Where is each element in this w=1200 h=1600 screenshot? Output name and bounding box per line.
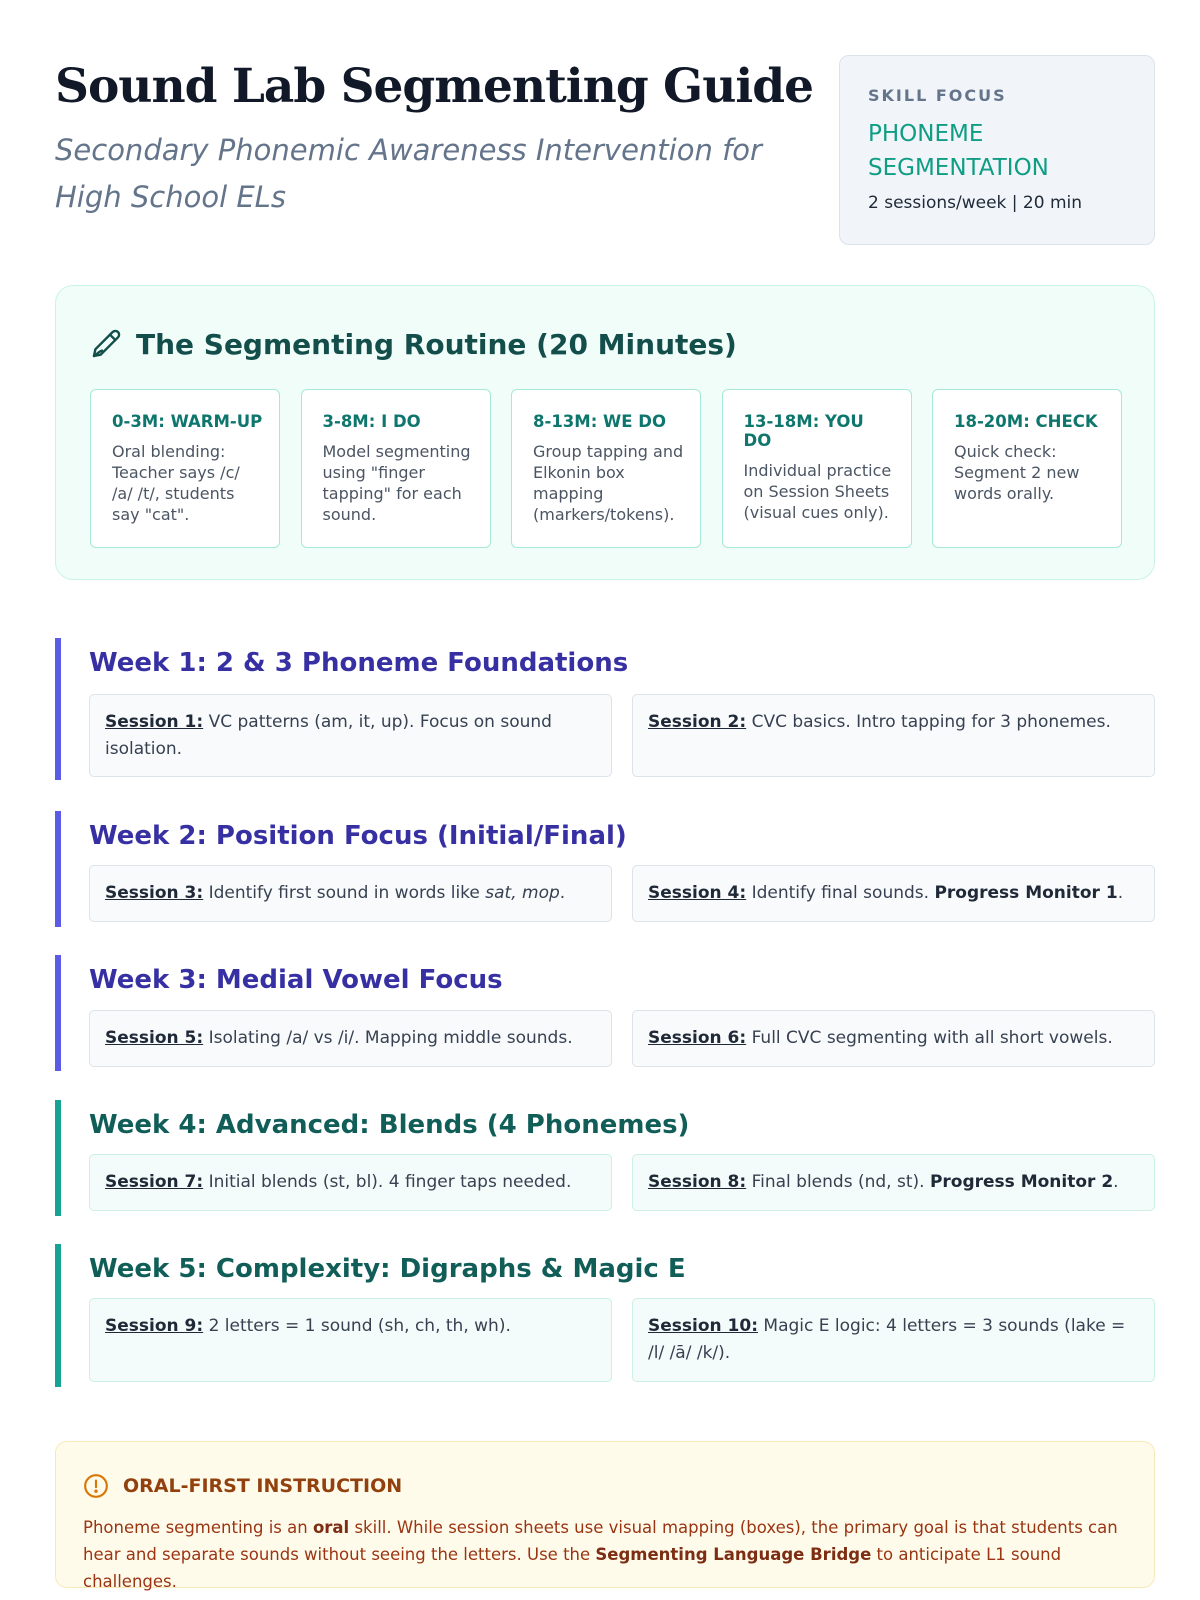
callout-title: ORAL-FIRST INSTRUCTION xyxy=(123,1475,403,1497)
routine-step-check xyxy=(932,389,1122,548)
session-number: Session 5: xyxy=(105,1028,204,1048)
session-text: Initial blends (st, bl). 4 finger taps needed. xyxy=(203,1172,572,1192)
skill-focus-value-line2: SEGMENTATION xyxy=(868,155,1049,181)
step-text: Oral blending: Teacher says /c/ /a/ /t/, students say "cat". xyxy=(112,442,240,524)
step-label: 3-8M: I DO xyxy=(322,412,421,431)
callout-bold-oral: oral xyxy=(312,1518,350,1537)
session-text: Final blends (nd, st). xyxy=(746,1172,930,1192)
session-text: 2 letters = 1 sound (sh, ch, th, wh). xyxy=(203,1316,511,1336)
session-number: Session 10: xyxy=(648,1316,758,1336)
week-2-section xyxy=(55,811,1155,927)
session-number: Session 3: xyxy=(105,883,204,903)
routine-header xyxy=(90,324,737,364)
session-number: Session 4: xyxy=(648,883,747,903)
week-3-section xyxy=(55,955,1155,1071)
progress-monitor-label: Progress Monitor 1 xyxy=(934,883,1118,903)
session-number: Session 8: xyxy=(648,1172,747,1192)
session-card-1 xyxy=(89,694,612,777)
session-number: Session 2: xyxy=(648,712,747,732)
session-card-2 xyxy=(632,694,1155,777)
routine-panel xyxy=(55,285,1155,580)
session-text-end: . xyxy=(1113,1172,1119,1192)
step-label: 13-18M: YOU DO xyxy=(743,412,864,450)
step-text: Quick check: Segment 2 new words orally. xyxy=(954,442,1080,503)
routine-step-i-do xyxy=(301,389,491,548)
skill-focus-label: SKILL FOCUS xyxy=(868,86,1007,105)
week-accent-bar xyxy=(55,811,61,927)
callout-text-a: Phoneme segmenting is an xyxy=(83,1518,313,1537)
session-card-10 xyxy=(632,1298,1155,1382)
header xyxy=(55,55,1155,245)
session-text: Isolating /a/ vs /i/. Mapping middle sounds. xyxy=(203,1028,573,1048)
week-accent-bar xyxy=(55,1100,61,1216)
session-text-end: . xyxy=(1117,883,1124,903)
page-subtitle: Secondary Phonemic Awareness Intervention for High School ELs xyxy=(55,133,762,214)
week-1-section xyxy=(55,638,1155,780)
routine-title: The Segmenting Routine (20 Minutes) xyxy=(136,327,737,361)
week-sessions xyxy=(89,1298,1155,1382)
week-title: Week 4: Advanced: Blends (4 Phonemes) xyxy=(89,1110,690,1140)
session-card-5 xyxy=(89,1010,612,1067)
oral-first-callout xyxy=(55,1441,1155,1591)
callout-text xyxy=(83,1514,1128,1595)
page-title: Sound Lab Segmenting Guide xyxy=(55,59,813,114)
session-text-end: . xyxy=(559,883,566,903)
session-number: Session 7: xyxy=(105,1172,204,1192)
session-number: Session 9: xyxy=(105,1316,204,1336)
session-text: VC patterns (am, it, up). Focus on sound isolation. xyxy=(105,712,552,759)
week-accent-bar xyxy=(55,955,61,1071)
week-sessions xyxy=(89,1010,1155,1067)
skill-focus-meta: 2 sessions/week | 20 min xyxy=(868,193,1083,213)
step-label: 0-3M: WARM-UP xyxy=(112,412,263,431)
step-text: Model segmenting using "finger tapping" for each sound. xyxy=(322,442,471,524)
week-sessions xyxy=(89,865,1155,922)
session-text: Identify first sound in words like xyxy=(203,883,486,903)
step-label: 8-13M: WE DO xyxy=(533,412,666,431)
callout-text-b: skill. While session sheets use visual mapping (boxes), the primary goal is that students can hear and separate sounds without seeing the letters. Use the xyxy=(83,1518,1118,1564)
session-card-9 xyxy=(89,1298,612,1382)
session-text: Full CVC segmenting with all short vowels. xyxy=(746,1028,1113,1048)
callout-bold-bridge: Segmenting Language Bridge xyxy=(595,1545,872,1564)
routine-step-warm-up xyxy=(90,389,280,548)
step-text: Group tapping and Elkonin box mapping (markers/tokens). xyxy=(533,442,684,524)
week-accent-bar xyxy=(55,1244,61,1387)
callout-header xyxy=(83,1472,1128,1500)
skill-focus-card xyxy=(839,55,1155,245)
step-label: 18-20M: CHECK xyxy=(954,412,1098,431)
session-card-4 xyxy=(632,865,1155,922)
routine-steps xyxy=(90,389,1122,548)
week-5-section xyxy=(55,1244,1155,1387)
session-example-words: sat, mop xyxy=(485,883,560,903)
week-sessions xyxy=(89,1154,1155,1211)
routine-step-you-do xyxy=(722,389,912,548)
progress-monitor-label: Progress Monitor 2 xyxy=(929,1172,1114,1192)
week-title: Week 2: Position Focus (Initial/Final) xyxy=(89,821,627,851)
week-title: Week 1: 2 & 3 Phoneme Foundations xyxy=(89,648,629,678)
step-text: Individual practice on Session Sheets (visual cues only). xyxy=(743,461,892,522)
callout-text-c: to anticipate L1 sound challenges. xyxy=(83,1545,1062,1591)
skill-focus-value xyxy=(868,117,1128,185)
week-title: Week 3: Medial Vowel Focus xyxy=(89,965,503,995)
routine-step-we-do xyxy=(511,389,701,548)
session-text: Magic E logic: 4 letters = 3 sounds (lake = /l/ /ā/ /k/). xyxy=(648,1316,1126,1363)
week-title: Week 5: Complexity: Digraphs & Magic E xyxy=(89,1254,686,1284)
pencil-icon xyxy=(90,328,122,360)
alert-circle-icon xyxy=(83,1473,109,1499)
skill-focus-value-line1: PHONEME xyxy=(868,121,984,147)
session-card-6 xyxy=(632,1010,1155,1067)
session-number: Session 1: xyxy=(105,712,204,732)
session-card-7 xyxy=(89,1154,612,1211)
session-card-3 xyxy=(89,865,612,922)
week-sessions xyxy=(89,694,1155,777)
session-number: Session 6: xyxy=(648,1028,747,1048)
session-card-8 xyxy=(632,1154,1155,1211)
week-4-section xyxy=(55,1100,1155,1216)
session-text: Identify final sounds. xyxy=(746,883,935,903)
week-accent-bar xyxy=(55,638,61,780)
session-text: CVC basics. Intro tapping for 3 phonemes. xyxy=(746,712,1111,732)
